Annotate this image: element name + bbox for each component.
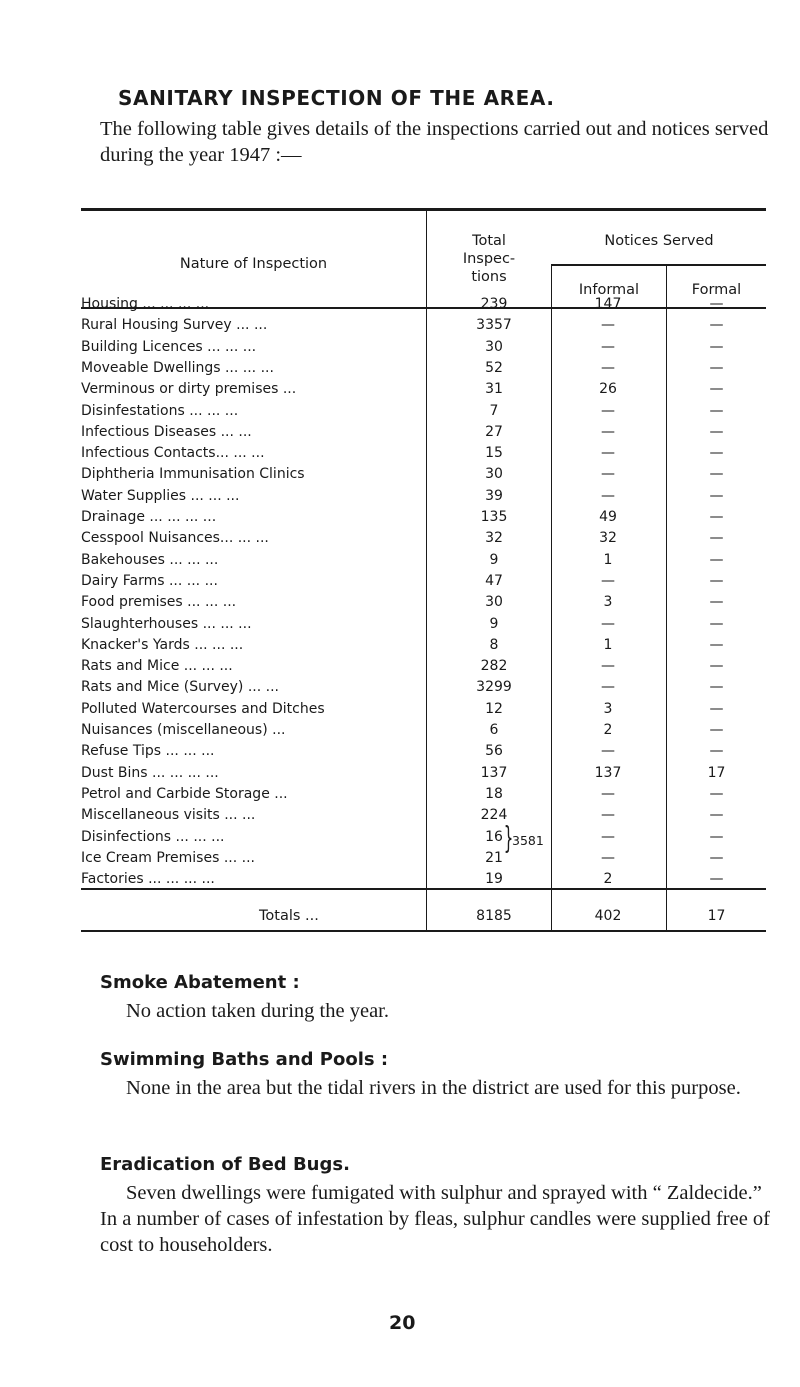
totals-total: 8185 xyxy=(476,908,512,924)
row-informal: — xyxy=(601,487,615,504)
table-row xyxy=(81,339,766,360)
rats-combined-total: 3581 xyxy=(512,833,544,848)
row-formal: 17 xyxy=(707,764,726,781)
table-row xyxy=(81,871,766,892)
row-total: 15 xyxy=(485,445,503,462)
row-formal: — xyxy=(709,743,724,760)
row-total: 224 xyxy=(480,807,508,824)
smoke-text: No action taken during the year. xyxy=(126,1000,389,1022)
table-row xyxy=(81,530,766,551)
row-informal: — xyxy=(601,849,615,866)
row-formal: — xyxy=(709,296,724,312)
table-row xyxy=(81,679,766,700)
row-total: 3357 xyxy=(476,317,512,334)
row-name: Food premises ... ... ... xyxy=(81,594,237,611)
table-row xyxy=(81,722,766,743)
header-notices-served: Notices Served xyxy=(604,233,714,249)
row-total: 135 xyxy=(480,509,508,525)
row-name: Rural Housing Survey ... ... xyxy=(81,317,268,334)
row-name: Ice Cream Premises ... ... xyxy=(81,849,255,866)
table-row xyxy=(81,807,766,828)
swimming-text: None in the area but the tidal rivers in the district are used for this purpose. xyxy=(126,1077,741,1099)
row-formal: — xyxy=(709,594,724,611)
row-name: Disinfestations ... ... ... xyxy=(81,402,239,419)
inspection-table xyxy=(81,208,766,931)
row-formal: — xyxy=(709,658,724,675)
row-total: 30 xyxy=(485,466,503,483)
row-name: Infectious Contacts... ... ... xyxy=(81,445,265,462)
page-number: 20 xyxy=(389,1312,416,1334)
row-total: 31 xyxy=(485,381,503,398)
row-informal: — xyxy=(601,359,615,376)
rats-brace: } xyxy=(503,821,514,856)
row-formal: — xyxy=(709,828,724,845)
row-name: Diphtheria Immunisation Clinics xyxy=(81,466,305,483)
row-informal: 3 xyxy=(603,594,613,611)
row-formal: — xyxy=(709,509,724,525)
totals-informal: 402 xyxy=(594,908,622,924)
table-row xyxy=(81,850,766,871)
table-row xyxy=(81,765,766,786)
row-informal: — xyxy=(601,828,615,845)
row-formal: — xyxy=(709,572,724,589)
swimming-heading: Swimming Baths and Pools : xyxy=(100,1049,389,1070)
row-formal: — xyxy=(709,700,724,717)
row-total: 9 xyxy=(489,551,499,568)
row-formal: — xyxy=(709,466,724,483)
table-row xyxy=(81,296,766,317)
row-total: 47 xyxy=(485,572,503,589)
row-informal: 32 xyxy=(599,530,617,547)
header-formal: Formal xyxy=(691,282,742,298)
row-total: 16 xyxy=(485,828,503,845)
row-informal: — xyxy=(601,402,615,419)
row-informal: — xyxy=(601,338,615,355)
row-informal: 137 xyxy=(594,764,622,781)
header-total-1: Total xyxy=(472,233,506,249)
row-formal: — xyxy=(709,722,724,738)
table-row xyxy=(81,424,766,445)
row-informal: — xyxy=(601,743,615,760)
row-informal: 1 xyxy=(603,551,613,568)
row-formal: — xyxy=(709,317,724,334)
row-informal: 26 xyxy=(599,381,617,398)
row-name: Factories ... ... ... ... xyxy=(81,871,215,888)
table-row xyxy=(81,637,766,658)
row-total: 9 xyxy=(489,615,499,632)
row-informal: — xyxy=(601,317,615,334)
row-total: 21 xyxy=(485,849,503,866)
row-informal: 147 xyxy=(594,296,622,312)
table-row xyxy=(81,509,766,530)
row-formal: — xyxy=(709,445,724,462)
bedbugs-text: Seven dwellings were fumigated with sulphur and sprayed with “ Zaldecide.” In a number of cases of infestation by fleas, sulphur candles were supplied free of cost to householders. xyxy=(100,1182,771,1256)
row-informal: — xyxy=(601,445,615,462)
table-top-rule xyxy=(81,208,766,211)
row-name: Rats and Mice (Survey) ... ... xyxy=(81,679,279,696)
table-row xyxy=(81,701,766,722)
table-row xyxy=(81,594,766,615)
row-informal: — xyxy=(601,658,615,675)
row-formal: — xyxy=(709,679,724,696)
table-row xyxy=(81,445,766,466)
row-name: Verminous or dirty premises ... xyxy=(81,381,297,398)
table-row xyxy=(81,381,766,402)
row-total: 30 xyxy=(485,594,503,611)
totals-row xyxy=(81,908,766,929)
row-name: Petrol and Carbide Storage ... xyxy=(81,785,288,802)
row-formal: — xyxy=(709,871,724,888)
smoke-heading: Smoke Abatement : xyxy=(100,972,300,993)
row-formal: — xyxy=(709,849,724,866)
row-formal: — xyxy=(709,338,724,355)
row-informal: 2 xyxy=(603,722,613,738)
totals-label: Totals ... xyxy=(259,908,319,924)
row-informal: — xyxy=(601,615,615,632)
row-total: 30 xyxy=(485,338,503,355)
row-formal: — xyxy=(709,487,724,504)
row-name: Nuisances (miscellaneous) ... xyxy=(81,722,286,738)
intro-paragraph: The following table gives details of the inspections carried out and notices served during the year 1947 :— xyxy=(100,118,769,166)
row-formal: — xyxy=(709,402,724,419)
table-bottom-rule xyxy=(81,930,766,932)
row-total: 3299 xyxy=(476,679,512,696)
row-informal: — xyxy=(601,807,615,824)
row-total: 52 xyxy=(485,359,503,376)
row-name: Polluted Watercourses and Ditches xyxy=(81,700,325,717)
header-total-2: Inspec- xyxy=(462,251,516,267)
table-row xyxy=(81,552,766,573)
row-formal: — xyxy=(709,807,724,824)
notices-divider-rule xyxy=(551,264,766,266)
row-formal: — xyxy=(709,636,724,653)
row-name: Slaughterhouses ... ... ... xyxy=(81,615,252,632)
row-name: Disinfections ... ... ... xyxy=(81,828,225,845)
table-row xyxy=(81,360,766,381)
table-row xyxy=(81,317,766,338)
table-row xyxy=(81,466,766,487)
header-informal: Informal xyxy=(578,282,640,298)
row-informal: — xyxy=(601,423,615,440)
table-row xyxy=(81,573,766,594)
row-name: Bakehouses ... ... ... xyxy=(81,551,219,568)
row-name: Water Supplies ... ... ... xyxy=(81,487,240,504)
row-informal: — xyxy=(601,679,615,696)
row-total: 7 xyxy=(489,402,499,419)
table-row xyxy=(81,786,766,807)
row-name: Knacker's Yards ... ... ... xyxy=(81,636,244,653)
row-formal: — xyxy=(709,615,724,632)
row-informal: 3 xyxy=(603,700,613,717)
table-row xyxy=(81,488,766,509)
row-total: 137 xyxy=(480,764,508,781)
row-informal: 49 xyxy=(599,509,617,525)
table-row xyxy=(81,743,766,764)
row-formal: — xyxy=(709,423,724,440)
table-row xyxy=(81,829,766,850)
row-formal: — xyxy=(709,530,724,547)
row-informal: 2 xyxy=(603,871,613,888)
bedbugs-heading: Eradication of Bed Bugs. xyxy=(100,1154,350,1175)
row-total: 8 xyxy=(489,636,499,653)
totals-formal: 17 xyxy=(707,908,726,924)
row-formal: — xyxy=(709,359,724,376)
header-nature: Nature of Inspection xyxy=(179,256,328,272)
row-formal: — xyxy=(709,551,724,568)
table-row xyxy=(81,658,766,679)
row-name: Miscellaneous visits ... ... xyxy=(81,807,256,824)
row-name: Rats and Mice ... ... ... xyxy=(81,658,233,675)
row-total: 56 xyxy=(485,743,503,760)
row-total: 32 xyxy=(485,530,503,547)
row-total: 282 xyxy=(480,658,508,675)
row-name: Infectious Diseases ... ... xyxy=(81,423,252,440)
page-title: SANITARY INSPECTION OF THE AREA. xyxy=(118,86,555,110)
row-total: 239 xyxy=(480,296,508,312)
table-row xyxy=(81,403,766,424)
row-formal: — xyxy=(709,785,724,802)
row-total: 18 xyxy=(485,785,503,802)
row-name: Refuse Tips ... ... ... xyxy=(81,743,215,760)
row-informal: — xyxy=(601,466,615,483)
row-informal: — xyxy=(601,572,615,589)
row-total: 6 xyxy=(489,722,499,738)
header-total-3: tions xyxy=(471,269,507,285)
row-informal: 1 xyxy=(603,636,613,653)
row-name: Cesspool Nuisances... ... ... xyxy=(81,530,269,547)
row-name: Drainage ... ... ... ... xyxy=(81,509,217,525)
table-row xyxy=(81,616,766,637)
row-formal: — xyxy=(709,381,724,398)
row-total: 27 xyxy=(485,423,503,440)
row-name: Building Licences ... ... ... xyxy=(81,338,257,355)
row-total: 12 xyxy=(485,700,503,717)
row-name: Dairy Farms ... ... ... xyxy=(81,572,218,589)
row-name: Housing ... ... ... ... xyxy=(81,296,210,312)
row-total: 39 xyxy=(485,487,503,504)
row-total: 19 xyxy=(485,871,503,888)
row-name: Moveable Dwellings ... ... ... xyxy=(81,359,274,376)
row-name: Dust Bins ... ... ... ... xyxy=(81,764,219,781)
row-informal: — xyxy=(601,785,615,802)
